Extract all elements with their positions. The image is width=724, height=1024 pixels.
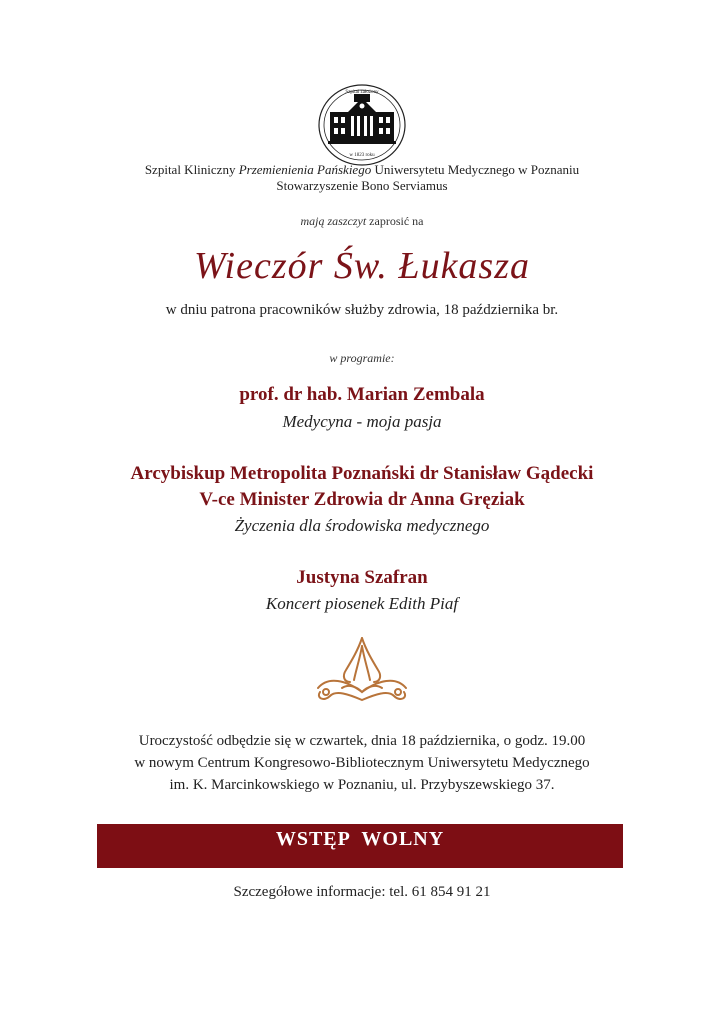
event-subtitle: w dniu patrona pracowników służby zdrowia, 18 października br. [165,302,559,318]
invite-line: mają zaszczyt zaprosić na [300,214,424,228]
banner-label: WSTĘP WOLNY [275,828,445,850]
details-line-1: Uroczystość odbędzie się w czwartek, dnia 18 października, o godz. 19.00 [138,733,586,749]
event-title: Wieczór Św. Łukasza [193,245,531,287]
speaker-topic: Życzenia dla środowiska medycznego [234,516,490,535]
free-entry-banner [97,824,623,868]
speaker-topic: Medycyna - moja pasja [282,412,442,431]
speaker-name: Arcybiskup Metropolita Poznański dr Stanisław Gądecki [130,463,594,484]
hospital-logo [318,84,406,166]
details-line-2: w nowym Centrum Kongresowo-Bibliotecznym Uniwersytetu Medycznego [134,755,590,771]
speaker-topic: Koncert piosenek Edith Piaf [265,594,459,613]
speaker-name: prof. dr hab. Marian Zembala [239,384,485,405]
organizer-line-1: Szpital Kliniczny Przemienienia Pańskiego Uniwersytetu Medycznego w Poznaniu [144,162,580,177]
logo-bottom-text: w 1823 roku [349,153,375,158]
speaker-name: Justyna Szafran [296,567,428,588]
program-label: w programie: [329,351,395,365]
details-line-3: im. K. Marcinkowskiego w Poznaniu, ul. Przybyszewskiego 37. [169,777,555,793]
contact-info: Szczegółowe informacje: tel. 61 854 91 21 [233,884,491,900]
speaker-name: V-ce Minister Zdrowia dr Anna Gręziak [199,489,525,510]
organizer-line-2: Stowarzyszenie Bono Serviamus [276,178,448,193]
decorative-ornament-icon [312,636,412,708]
logo-top-text: Szpital założony [345,90,379,95]
